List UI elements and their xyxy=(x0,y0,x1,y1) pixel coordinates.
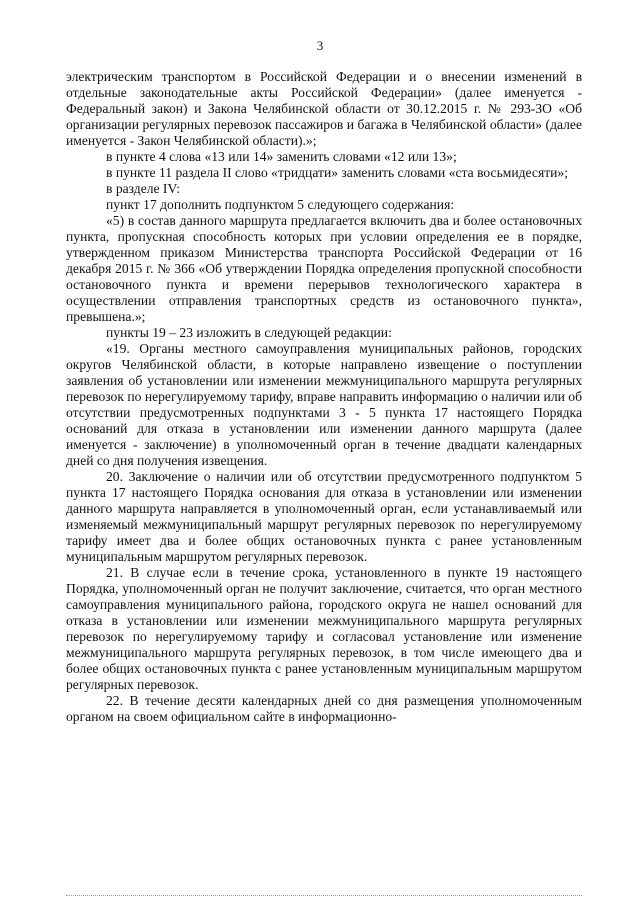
paragraph: в пункте 4 слова «13 или 14» заменить словами «12 или 13»; xyxy=(106,149,457,164)
paragraph: электрическим транспортом в Российской Федерации и о внесении изменений в отдельные законодательные акты Российской Федерации» (далее именуется - Федеральный закон) и Закона Челябинской области от 30.12.2015 г. № 293-ЗО «Об организации регулярных перевозок пассажиров и багажа в Челябинской области» (далее именуется - Закон Челябинской области).»; xyxy=(66,69,582,148)
page-number: 3 xyxy=(316,38,324,53)
footer-divider xyxy=(66,895,582,896)
paragraph: «5) в состав данного маршрута предлагается включить два и более остановочных пункта, пропускная способность которых при условии определения ее в порядке, утвержденном приказом Министерства транспорта Российской Федерации от 16 декабря 2015 г. № 366 «Об утверждении Порядка определения пропускной способности остановочного пункта и времени перерывов технологического характера в осуществлении отправления транспортных средств из остановочного пункта», превышена.»; xyxy=(66,213,582,324)
paragraph: в разделе IV: xyxy=(106,181,181,196)
paragraph: 20. Заключение о наличии или об отсутствии предусмотренного подпунктом 5 пункта 17 настоящего Порядка основания для отказа в установлении или изменении данного маршрута направляется в уполномоченный орган, если устанавливаемый или изменяемый межмуниципальный маршрут регулярных перевозок по нерегулируемому тарифу имеет два и более общих остановочных пункта с ранее установленным муниципальным маршрутом регулярных перевозок. xyxy=(66,469,582,564)
paragraph: в пункте 11 раздела II слово «тридцати» заменить словами «ста восьмидесяти»; xyxy=(106,165,569,180)
paragraph: 21. В случае если в течение срока, установленного в пункте 19 настоящего Порядка, уполномоченный орган не получит заключение, считается, что орган местного самоуправления муниципального района, городского округа не нашел оснований для отказа в установлении или изменении межмуниципального маршрута регулярных перевозок по нерегулируемому тарифу и согласовал установление или изменение межмуниципального маршрута регулярных перевозок, в том числе имеющего два и более общих остановочных пункта с ранее установленным муниципальным маршрутом регулярных перевозок. xyxy=(66,565,582,692)
paragraph: «19. Органы местного самоуправления муниципальных районов, городских округов Челябинской области, в которые направлено извещение о поступлении заявления об установлении или изменении межмуниципального маршрута регулярных перевозок по нерегулируемому тарифу, вправе направить информацию о наличии или об отсутствии предусмотренных подпунктами 3 - 5 пункта 17 настоящего Порядка оснований для отказа в установлении или изменении данного маршрута (далее именуется - заключение) в уполномоченный орган в течение двадцати календарных дней со дня получения извещения. xyxy=(66,341,582,468)
paragraph: пункт 17 дополнить подпунктом 5 следующего содержания: xyxy=(106,197,455,212)
paragraph: пункты 19 – 23 изложить в следующей редакции: xyxy=(106,325,392,340)
paragraph: 22. В течение десяти календарных дней со дня размещения уполномоченным органом на своем официальном сайте в информационно- xyxy=(66,693,582,724)
document-body xyxy=(66,69,582,725)
